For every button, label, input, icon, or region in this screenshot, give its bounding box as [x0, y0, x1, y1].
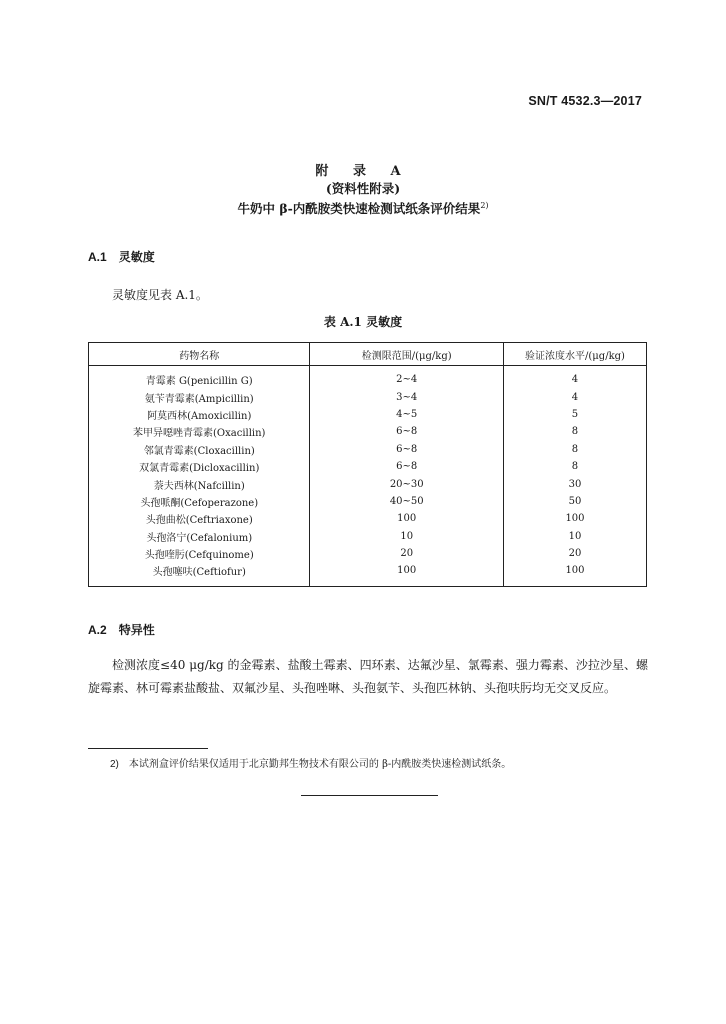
cell-detection-range: 6~8 [310, 423, 503, 440]
cell-detection-range: 100 [310, 510, 503, 527]
cell-drug-name: 头孢喹肟(Cefquinome) [144, 550, 254, 562]
cell-verification-level: 8 [503, 441, 646, 458]
section-a1-text: 灵敏度见表 A.1。 [112, 288, 208, 302]
cell-verification-level: 4 [503, 388, 646, 405]
cell-detection-range: 20~30 [310, 475, 503, 492]
table-row [89, 493, 647, 510]
cell-drug-name: 邻氯青霉素(Cloxacillin) [143, 445, 255, 457]
footnote-divider [88, 748, 208, 749]
cell-drug-name: 苯甲异噁唑青霉素(Oxacillin) [133, 428, 266, 440]
table-row [89, 562, 647, 586]
cell-detection-range: 6~8 [310, 441, 503, 458]
table-row [89, 510, 647, 527]
annex-type: (资料性附录) [325, 181, 401, 196]
cell-drug-name: 头孢哌酮(Cefoperazone) [140, 497, 259, 509]
table-row [89, 475, 647, 492]
cell-detection-range: 6~8 [310, 458, 503, 475]
footnote [110, 755, 511, 770]
cell-drug-name: 萘夫西林(Nafcillin) [153, 480, 245, 492]
section-a1-number: A.1 [88, 250, 107, 264]
table-row [89, 423, 647, 440]
table-row [89, 406, 647, 423]
cell-detection-range: 10 [310, 528, 503, 545]
cell-detection-range: 4~5 [310, 406, 503, 423]
cell-verification-level: 4 [503, 366, 646, 389]
header-verification-level: 验证浓度水平/(μg/kg) [503, 343, 646, 366]
table-title: 表 A.1 灵敏度 [323, 315, 403, 329]
cell-verification-level: 10 [503, 528, 646, 545]
header-drug-name: 药物名称 [89, 343, 310, 366]
cell-detection-range: 100 [310, 562, 503, 586]
annex-title-text: 牛奶中 β-内酰胺类快速检测试纸条评价结果 [237, 201, 481, 216]
header-detection-range: 检测限范围/(μg/kg) [310, 343, 503, 366]
cell-detection-range: 40~50 [310, 493, 503, 510]
sensitivity-table [88, 342, 647, 587]
cell-drug-name: 阿莫西林(Amoxicillin) [147, 410, 252, 422]
footnote-mark: 2) [110, 759, 119, 770]
annex-title-footnote-ref[interactable]: 2) [480, 200, 489, 210]
cell-drug-name: 双氯青霉素(Dicloxacillin) [139, 463, 260, 475]
end-of-document-rule [301, 795, 438, 796]
cell-drug-name: 头孢洛宁(Cefalonium) [146, 532, 253, 544]
cell-verification-level: 100 [503, 562, 646, 586]
section-a2-text: 检测浓度≤40 μg/kg 的金霉素、盐酸土霉素、四环素、达氟沙星、氯霉素、强力霉素、沙拉沙星、螺旋霉素、林可霉素盐酸盐、双氟沙星、头孢唑啉、头孢氨苄、头孢匹林钠、头孢呋肟均无交叉反应。 [88, 658, 648, 695]
annex-label: 附 录 A [315, 164, 411, 179]
cell-detection-range: 3~4 [310, 388, 503, 405]
cell-detection-range: 2~4 [310, 366, 503, 389]
section-a2-number: A.2 [88, 623, 107, 637]
cell-detection-range: 20 [310, 545, 503, 562]
table-row [89, 388, 647, 405]
cell-verification-level: 5 [503, 406, 646, 423]
footnote-text: 本试剂盒评价结果仅适用于北京勤邦生物技术有限公司的 β-内酰胺类快速检测试纸条。 [128, 759, 512, 770]
table-body [89, 366, 647, 587]
annex-title [0, 199, 726, 217]
section-a1-title: 灵敏度 [118, 250, 155, 264]
cell-drug-name: 头孢曲松(Ceftriaxone) [145, 515, 253, 527]
table-row [89, 441, 647, 458]
section-a1-heading [88, 248, 155, 265]
table-row [89, 458, 647, 475]
cell-verification-level: 20 [503, 545, 646, 562]
table-row [89, 545, 647, 562]
cell-drug-name: 头孢噻呋(Ceftiofur) [152, 567, 246, 579]
cell-drug-name: 青霉素 G(penicillin G) [145, 376, 253, 388]
cell-verification-level: 100 [503, 510, 646, 527]
section-a2-heading [88, 621, 155, 638]
cell-verification-level: 8 [503, 458, 646, 475]
table-header-row [89, 343, 647, 366]
section-a2-title: 特异性 [118, 623, 155, 637]
standard-number: SN/T 4532.3—2017 [528, 94, 642, 108]
cell-verification-level: 50 [503, 493, 646, 510]
cell-verification-level: 30 [503, 475, 646, 492]
cell-drug-name: 氨苄青霉素(Ampicillin) [144, 393, 254, 405]
table-row [89, 528, 647, 545]
table-row [89, 366, 647, 389]
cell-verification-level: 8 [503, 423, 646, 440]
